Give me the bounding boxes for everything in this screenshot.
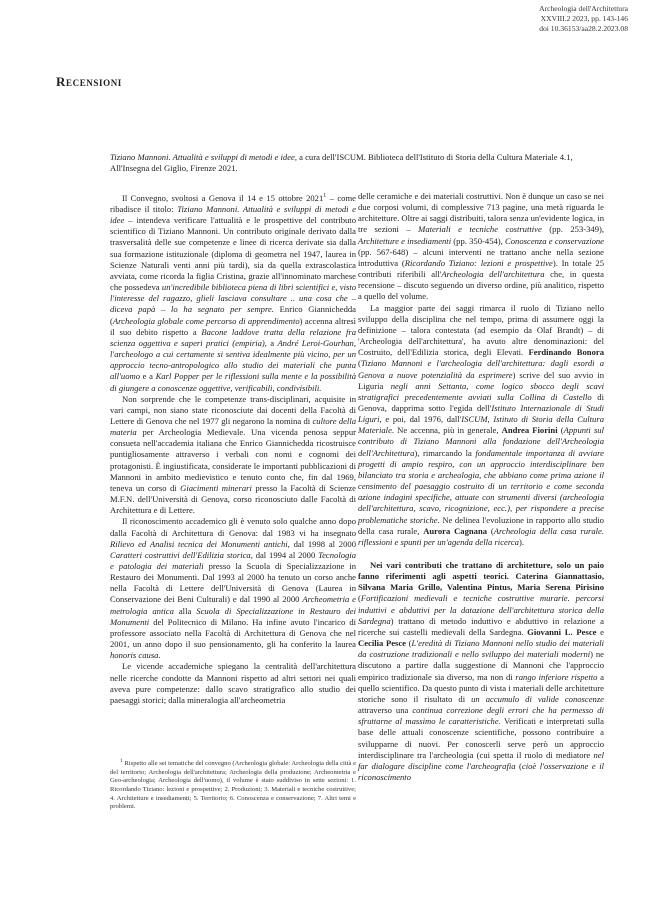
journal-name: Archeologia dell'Architettura	[539, 4, 628, 13]
text-run: ) ne discutono a partire dalla suggestione di Mannoni che l'approccio empirico tradizionale sia diverso, ma non di	[358, 649, 604, 682]
italic-text: Archeologia della casa rurale. riflessioni e spunti per un'agenda della ricerca	[358, 525, 604, 547]
italic-text: Archeometria e metrologia antica	[110, 594, 356, 616]
text-run: – come ribadisce il titolo:	[110, 192, 356, 215]
author-name: Giovanni L. Pesce	[527, 626, 597, 637]
text-run: presso la Scuola di Specializzazione in Restauro dei Monumenti. Dal 1993 al 2000 ha tenuto un corso anche nella Facoltà di Lettere dell'Università di Genova (Laurea in Conservazione dei Beni Culturali) e dal 1990 al 2000	[110, 561, 356, 605]
italic-text: Archeologia dell'architettura	[441, 269, 545, 280]
footnote-text: Rispetto alle sei tematiche del convegno (Archeologia globale: Archeologia della città e del territorio; Archeologia dell'architettura; Archeologia della produzione; Archeometria e Geo-archeologia; Archeologia dell'uomo), il volume è stato suddiviso in sette sezioni: 1. Ricordando Tiziano: lezioni e prospettive; 2. Produzioni; 3. Materiali e tecniche costruttive; 4. Architetture e insediamenti; 5. Territorio; 6. Conoscenza e conservazione; 7. Altri temi e problemi.	[110, 760, 357, 811]
text-run: attraverso una	[358, 705, 413, 716]
author-name: Andrea Fiorini	[501, 425, 558, 436]
section-heading: Recensioni	[56, 74, 122, 89]
italic-text: L'eredità di Tiziano Mannoni nello studio dei materiali da costruzione tradizionali e nello sviluppo dei materiali moderni	[358, 638, 605, 660]
text-run: a quello scientifico. Da questo punto di vista i materiali delle architetture storiche sono il risultato di	[358, 671, 604, 704]
footnote-reference: 1	[323, 193, 327, 199]
paragraph	[358, 303, 604, 548]
paragraph	[110, 191, 356, 394]
italic-text: rango inferiore rispetto	[515, 671, 598, 682]
author-name: Ferdinando Bonora	[528, 347, 604, 358]
italic-text: Giacimenti minerari	[180, 482, 252, 493]
paragraph	[358, 191, 604, 303]
italic-text: continua correzione degli errori che ha permesso di sfruttarne al massimo le caratteristiche	[358, 705, 604, 727]
text-run: per Archeologia Medievale. Una vicenda penosa seppur consueta nell'accademia italiana che Enrico Giannichedda ricostruisce puntigliosamente attraverso i verbali con nomi e cognomi dei protagonisti. È ingiustificata, considerate le importanti pubblicazioni di Mannoni in ambito medievistico e tenuto conto che, fin dal 1969, teneva un corso di	[110, 427, 356, 493]
italic-text: Tiziano Mannoni e l'archeologia dell'architettura: dagli esordi a Genova a nuove potenzialità da esprimere	[358, 358, 604, 380]
italic-text: negli anni Settanta, come logico sbocco degli scavi stratigrafici precedentemente avviati sulla Collina di Castello	[358, 380, 604, 402]
text-run: (	[487, 525, 494, 536]
italic-text: fondamentale importanza di avviare progetti di ampio respiro, con un approccio interdisciplinare ben bilanciato tra storia e archeologia, che abbiano come prima azione il censimento del paesaggio costruito di un territorio e come seconda azione indagini specifiche, attuate con strumenti diversi (archeologia dell'architettura, scavo, ricognizione, ecc.), per rispondere a precise problematiche storiche	[358, 447, 604, 525]
text-run: ) trattano di metodo induttivo e abduttivo in relazione a ricerche sui castelli medievali della Sardegna.	[358, 615, 604, 637]
text-run: La maggior parte dei saggi rimarca il ruolo di Tiziano nello sviluppo della disciplina che nel tempo, prima di assumere oggi la definizione – talora contestata (ad esempio da Olaf Brandt) – di 'Archeologia dell'architettura', ha avuto altre denominazioni: del Costruito, dell'Edilizia storica, degli Elevati.	[358, 302, 604, 358]
text-run: , dal 1994 al 2000	[250, 549, 319, 560]
text-run: . Ne delinea l'evoluzione in rapporto allo studio della casa rurale,	[358, 514, 604, 536]
italic-text: Fortificazioni medievali e tecniche costruttive murarie. percorsi induttivi e abduttivi per la datazione dell'architettura storica della Sardegna	[358, 593, 604, 626]
text-run: e	[596, 626, 605, 637]
italic-text: Karl Popper per le riflessioni sulla mente e la possibilità di giungere a conoscenze oggettive, verificabili, condivisibili.	[110, 371, 356, 393]
italic-text: Appunti sul contributo di Tiziano Mannoni alla fondazione dell'Archeologia dell'Architettura	[358, 425, 604, 458]
text-run: , e poi, dal 1976, dall'	[379, 414, 462, 425]
text-run: (	[557, 425, 564, 436]
text-run: (	[358, 358, 361, 369]
italic-text: Bacone laddove tratta della relazione fra scienza oggettiva e saperi pratici (empiria)	[110, 326, 356, 348]
journal-doi: doi 10.36153/aa28.2.2023.08	[539, 24, 628, 33]
text-run: . Verificati e interpretati sulla base delle attuali conoscenze scientifiche, possono contribuire a svilupparne di nuovi. Per conoscerli serve però un approccio interdisciplinare tra l'archeologia (cui spetta il ruolo di mediatore	[358, 716, 604, 760]
paragraph	[110, 394, 356, 517]
text-run: ), rimarcando la	[414, 447, 476, 458]
text-run: , a	[264, 337, 278, 348]
left-text-column	[110, 191, 356, 706]
text-run: di Genova, dapprima sotto l'egida dell'	[358, 391, 604, 413]
text-run: ) scrive del suo avvio in Liguria	[358, 369, 604, 391]
journal-volume-pages: XXVIII.2 2023, pp. 143-146	[540, 14, 628, 23]
italic-text: Ricordando Tiziano: lezioni e prospettive	[404, 257, 553, 268]
italic-text: un accumulo di valide conoscenze	[471, 693, 604, 704]
italic-text: un'incredibile biblioteca piena di libri scientifici e, visto l'interesse del ragazzo, glieli lasciava consultare .. una cosa che – diceva papà – lo ha segnato per sempre.	[110, 282, 357, 315]
italic-text: ISCUM, Istituto di Storia della Cultura Materiale	[358, 414, 604, 436]
text-run: ).	[518, 536, 524, 547]
text-run: , dal 1998 al 2000	[287, 538, 356, 549]
author-name: Aurora Cagnana	[423, 525, 488, 536]
text-run: e a	[140, 371, 156, 382]
text-run: ) accenna altresì il suo debito rispetto a	[110, 315, 356, 337]
text-run: del Politecnico di Milano. Ha infine avuto l'incarico di professore associato nella Facoltà di Architettura di Genova che nel 2001, un anno dopo il suo pensionamento, gli ha conferito la laurea	[110, 616, 356, 650]
text-run: (pp. 567-648) – alcuni interventi ne trattano anche nella sezione introduttiva (	[358, 246, 604, 268]
book-title: Tiziano Mannoni. Attualità e sviluppi di metodi e idee	[110, 152, 295, 162]
italic-text: Tecnologia e patologia dei materiali	[110, 549, 357, 572]
book-publication-details: , a cura dell'ISCUM. Biblioteca dell'Istituto di Storia della Cultura Materiale 4.1, All'Insegna del Giglio, Firenze 2021.	[110, 152, 573, 174]
author-name: Cecilia Pesce	[358, 638, 406, 649]
text-run: delle ceramiche e dei materiali costruttivi. Non è dunque un caso se nei due corposi volumi, di complessive 713 pagine, una metà riguarda le architetture. Oltre ai saggi distribuiti, talora senza un'evidente logica, in tre sezioni –	[358, 191, 604, 235]
text-run: Il Convegno, svoltosi a Genova il 14 e 15 ottobre 2021	[122, 192, 324, 203]
italic-text: cioè l'osservazione e il riconoscimento	[358, 760, 604, 782]
italic-text: honoris causa	[110, 650, 159, 661]
italic-text: Caratteri costruttivi dell'Edilizia storica	[110, 549, 251, 560]
text-run: Il riconoscimento accademico gli è venuto solo qualche anno dopo dalla Facoltà di Architettura di Genova: dal 1983 vi ha insegnato	[110, 516, 356, 538]
text-run: .	[158, 650, 161, 661]
author-name: Nei vari contributi che trattano di architetture, solo un paio fanno riferimenti agli aspetti teorici. Caterina Giannattasio, Silvana Maria Grillo, Valentina Pintus, Maria Serena Pirisino	[358, 560, 604, 593]
text-run: Non sorprende che le competenze trans-disciplinari, acquisite in vari campi, non siano state riconosciute dai docenti della Facoltà di Lettere di Genova che nel 1977 gli negarono la nomina di	[110, 393, 356, 426]
bibliographic-reference	[110, 152, 596, 175]
text-run: (	[515, 760, 522, 771]
journal-header	[539, 4, 628, 34]
text-run: (	[406, 638, 412, 649]
italic-text: Tiziano Mannoni. Attualità e sviluppi di metodi e idee	[110, 204, 356, 226]
paragraph	[358, 560, 604, 783]
italic-text: Rilievo ed Analisi tecnica dei Monumenti antichi	[110, 538, 288, 549]
text-run: presso la Facoltà di Scienze M.F.N. dell'Università di Genova, corso riconosciuto dalle Facoltà di Architettura e di Lettere.	[110, 482, 356, 516]
italic-text: Materiali e tecniche costruttive	[418, 224, 542, 235]
text-run: (pp. 350-454),	[451, 235, 506, 246]
text-run: . Ne accenna, più in generale,	[391, 425, 502, 436]
footnote-mark: 1	[120, 758, 123, 764]
italic-text: Archeologia globale come percorso di apprendimento	[112, 315, 300, 326]
italic-text: nel far dialogare discipline come l'archeografia	[358, 749, 604, 771]
text-run: – intendeva verificare l'attualità e le prospettive del contributo scientifico di Tiziano Mannoni. Un contributo originale derivato dalla trasversalità delle sue competenze e linee di ricerca derivate sia dalla sua formazione istituzionale (diploma di geometra nel 1947, laurea in Scienze Naturali venti anni più tardi), sia da quella extrascolastica avviata, come ricorda la figlia Cristina, grazie all'innominato marchese che possedeva	[110, 215, 356, 293]
italic-text: Conoscenza e conservazione	[505, 235, 604, 246]
text-run: Le vicende accademiche spiegano la centralità dell'architettura nelle ricerche condotte da Mannoni rispetto ad altri settori nei quali aveva pure competenze: dallo scavo stratigrafico allo studio dei paesaggi storici; dalla mineralogia all'archeometria	[110, 661, 356, 705]
footnote	[110, 757, 356, 812]
italic-text: cultore della materia	[110, 415, 357, 438]
italic-text: André Leroi-Gourhan, l'archeologo a cui certamente si sentiva idealmente più vicino, per un approccio tecno-antropologico allo studio dei materiali che punta all'uomo	[110, 337, 356, 382]
italic-text: Istituto Internazionale di Studi Liguri	[358, 402, 604, 425]
italic-text: Architetture e insediamenti	[358, 235, 452, 246]
paragraph	[110, 516, 356, 661]
text-run: Enrico Giannichedda (	[110, 304, 356, 326]
footnotes	[110, 757, 356, 812]
italic-text: Scuola di Specializzazione in Restauro dei Monumenti	[110, 605, 356, 627]
text-run: ). In totale 25 contributi riferibili all'	[358, 257, 605, 280]
text-run: (pp. 253-349),	[541, 224, 604, 235]
paragraph	[110, 661, 356, 706]
text-run: alla	[173, 605, 197, 616]
text-run: che, in questa recensione – discuto seguendo un diverso ordine, più analitico, rispetto a quello del volume.	[358, 269, 604, 302]
right-text-column	[358, 191, 604, 783]
text-run: (	[358, 593, 361, 604]
